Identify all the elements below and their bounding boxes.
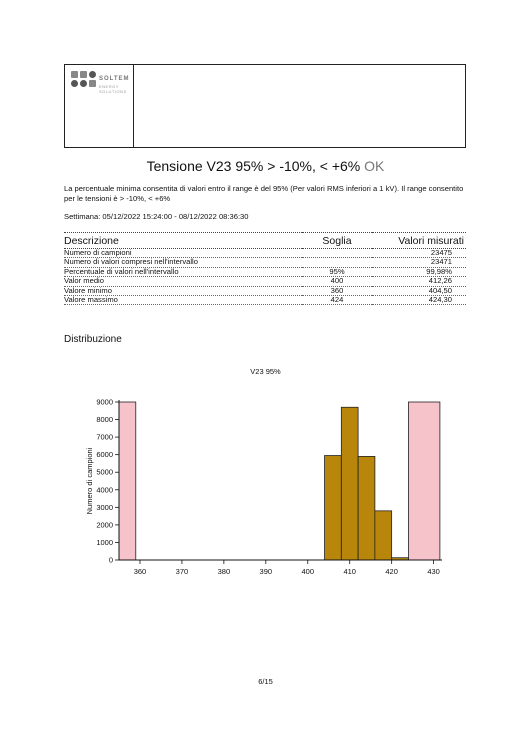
row-threshold: 424 <box>302 296 372 305</box>
row-label: Valore massimo <box>64 296 302 305</box>
row-value: 424,30 <box>372 296 466 305</box>
x-tick-label: 370 <box>175 567 189 576</box>
status-badge: OK <box>364 158 385 174</box>
x-tick-label: 430 <box>427 567 440 576</box>
y-tick-label: 8000 <box>96 415 113 425</box>
y-tick-label: 0 <box>108 555 113 565</box>
x-tick-label: 390 <box>259 567 273 576</box>
x-tick-label: 400 <box>301 567 315 576</box>
histogram-bar-0 <box>325 456 342 560</box>
y-tick-label: 4000 <box>96 485 113 495</box>
row-label: Percentuale di valori nell'intervallo <box>64 267 302 276</box>
row-value: 23475 <box>372 249 466 258</box>
header-valori: Valori misurati <box>372 233 466 249</box>
row-label: Numero di campioni <box>64 249 302 258</box>
y-tick-label: 2000 <box>96 520 113 530</box>
header-descrizione: Descrizione <box>64 233 302 249</box>
histogram-bar-1 <box>341 407 358 560</box>
y-tick-label: 1000 <box>96 537 113 547</box>
y-tick-label: 9000 <box>96 397 113 407</box>
histogram-bar-3 <box>375 511 392 560</box>
row-label: Valor medio <box>64 277 302 286</box>
page-number: 6/15 <box>258 677 273 686</box>
description-text: La percentuale minima consentita di valori entro il range è del 95% (Per valori RMS inferiori a 1 kV). Il range consentito per le tensioni è > -10%, < +6% <box>64 184 464 203</box>
y-tick-label: 3000 <box>96 502 113 512</box>
row-label: Numero di valori compresi nell'intervallo <box>64 258 302 267</box>
y-tick-label: 6000 <box>96 450 113 460</box>
row-value: 404,50 <box>372 286 466 295</box>
chart-title: V23 95% <box>250 367 281 376</box>
section-title: Distribuzione <box>64 334 122 345</box>
limit-band-1 <box>408 402 439 560</box>
row-label: Valore minimo <box>64 286 302 295</box>
row-value: 412,26 <box>372 277 466 286</box>
logo-text: SOLTEM <box>99 76 130 82</box>
logo-subtitle: ENERGY SOLUTIONS <box>99 84 127 94</box>
header-soglia: Soglia <box>302 233 372 249</box>
row-threshold: 95% <box>302 267 372 276</box>
row-value: 99,98% <box>372 267 466 276</box>
y-tick-label: 7000 <box>96 432 113 442</box>
row-threshold: 360 <box>302 286 372 295</box>
x-tick-label: 380 <box>217 567 231 576</box>
histogram-bar-2 <box>358 456 375 560</box>
row-value: 23471 <box>372 258 466 267</box>
x-tick-label: 360 <box>133 567 147 576</box>
x-tick-label: 420 <box>385 567 398 576</box>
row-threshold: 400 <box>302 277 372 286</box>
x-tick-label: 410 <box>343 567 356 576</box>
y-axis-label: Numero di campioni <box>85 447 94 515</box>
limit-band-0 <box>119 402 136 560</box>
y-tick-label: 5000 <box>96 467 113 477</box>
title-text: Tensione V23 95% > -10%, < +6% <box>146 158 361 174</box>
week-range: Settimana: 05/12/2022 15:24:00 - 08/12/2022 08:36:30 <box>64 212 249 221</box>
